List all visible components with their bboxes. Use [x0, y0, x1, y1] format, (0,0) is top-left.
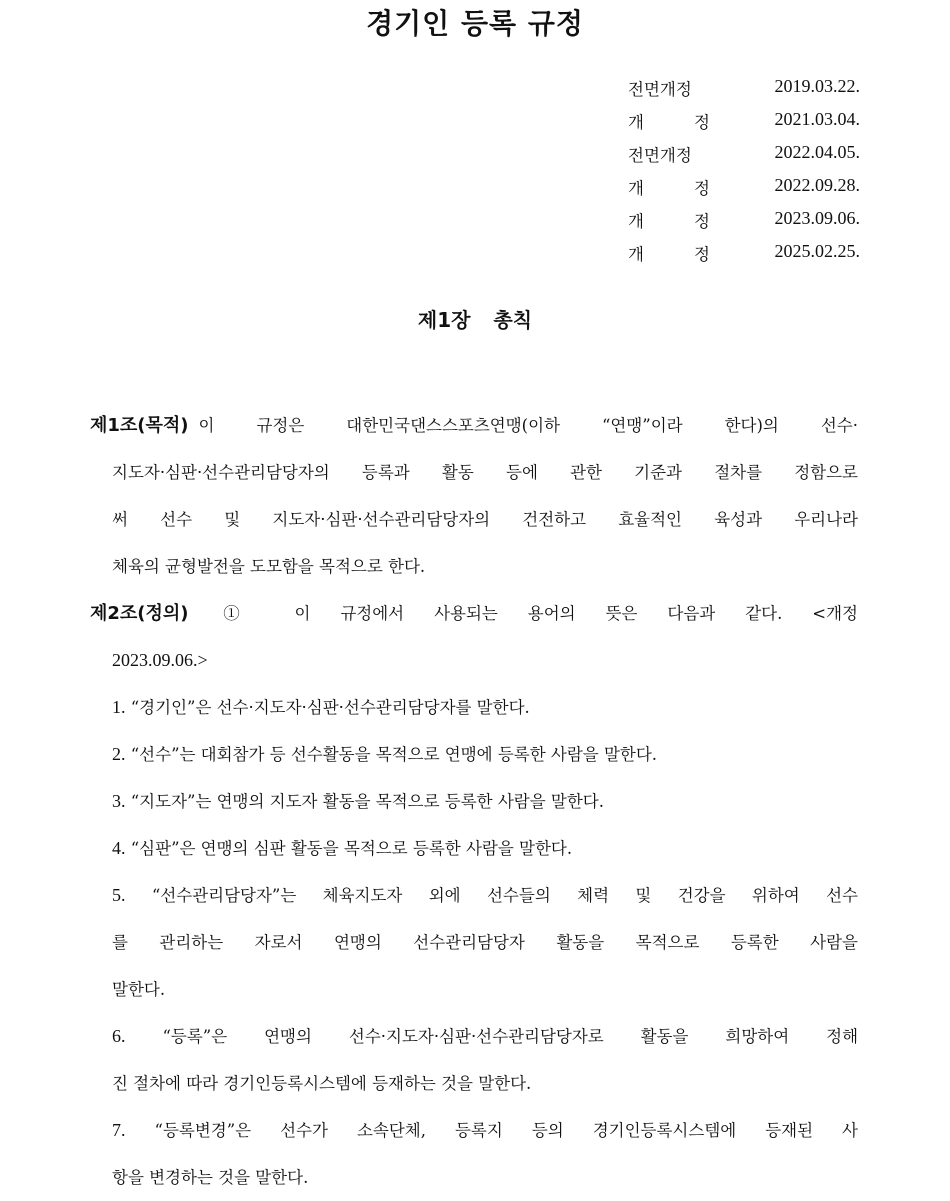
revision-date: 2021.03.04. [774, 109, 860, 129]
article-1-line-3: 써 선수 및 지도자·심판·선수관리담당자의 건전하고 효율적인 육성과 우리나라 [112, 510, 858, 529]
revision-row [628, 105, 860, 138]
revision-label: 개 정 [628, 212, 710, 231]
definition-item-7 [112, 1107, 858, 1201]
item-number: 4. [112, 838, 126, 858]
item-text: “등록”은 연맹의 선수·지도자·심판·선수관리담당자로 활동을 희망하여 정해 [162, 1027, 859, 1046]
revision-label: 개 정 [628, 113, 710, 132]
definition-item-5 [112, 872, 858, 1013]
revision-date: 2025.02.25. [774, 241, 860, 261]
revision-history [628, 72, 860, 270]
item-number: 7. [112, 1120, 126, 1140]
article-2-text: ① 이 규정에서 사용되는 용어의 뜻은 다음과 같다. <개정 [198, 604, 858, 623]
revision-date: 2022.09.28. [774, 175, 860, 195]
article-2 [90, 590, 858, 684]
definition-item-2 [112, 731, 858, 778]
revision-label: 개 정 [628, 179, 710, 198]
item-number: 1. [112, 697, 126, 717]
item-text-cont: 진 절차에 따라 경기인등록시스템에 등재하는 것을 말한다. [112, 1074, 532, 1093]
item-text-cont: 항을 변경하는 것을 말한다. [112, 1168, 309, 1187]
revision-row [628, 171, 860, 204]
item-number: 6. [112, 1026, 126, 1046]
definition-item-6 [112, 1013, 858, 1107]
revision-row [628, 138, 860, 171]
article-2-line-1 [90, 590, 858, 637]
definition-item-1 [112, 684, 858, 731]
article-1-line-1 [90, 402, 858, 449]
item-text: “지도자”는 연맹의 지도자 활동을 목적으로 등록한 사람을 말한다. [130, 792, 604, 811]
revision-date: 2019.03.22. [774, 76, 860, 96]
revision-label: 전면개정 [628, 80, 692, 99]
chapter-title: 제1장 총칙 [417, 308, 533, 332]
item-number: 5. [112, 885, 126, 905]
item-text-cont: 말한다. [112, 980, 166, 999]
item-number: 3. [112, 791, 126, 811]
item-number: 2. [112, 744, 126, 764]
article-1-line-4: 체육의 균형발전을 도모함을 목적으로 한다. [112, 557, 426, 576]
definition-item-3 [112, 778, 858, 825]
revision-row [628, 72, 860, 105]
revision-row [628, 204, 860, 237]
item-text: “심판”은 연맹의 심판 활동을 목적으로 등록한 사람을 말한다. [130, 839, 573, 858]
document-title: 경기인 등록 규정 [366, 7, 584, 40]
revision-date: 2022.04.05. [774, 142, 860, 162]
revision-label: 전면개정 [628, 146, 692, 165]
item-text: “경기인”은 선수·지도자·심판·선수관리담당자를 말한다. [130, 698, 530, 717]
article-2-line-2: 2023.09.06.> [112, 650, 208, 670]
article-1-text: 이 규정은 대한민국댄스스포츠연맹(이하 “연맹”이라 한다)의 선수· [198, 416, 858, 435]
revision-row [628, 237, 860, 270]
revision-date: 2023.09.06. [774, 208, 860, 228]
article-1-title: 제1조(목적) [90, 415, 189, 436]
article-1 [90, 402, 858, 590]
item-text: “선수”는 대회참가 등 선수활동을 목적으로 연맹에 등록한 사람을 말한다. [130, 745, 658, 764]
article-2-title: 제2조(정의) [90, 603, 189, 624]
item-text: “등록변경”은 선수가 소속단체, 등록지 등의 경기인등록시스템에 등재된 사 [154, 1121, 858, 1140]
article-1-line-2: 지도자·심판·선수관리담당자의 등록과 활동 등에 관한 기준과 절차를 정함으로 [112, 463, 858, 482]
revision-label: 개 정 [628, 245, 710, 264]
definition-item-4 [112, 825, 858, 872]
item-text: “선수관리담당자”는 체육지도자 외에 선수들의 체력 및 건강을 위하여 선수 [151, 886, 859, 905]
item-text-cont: 를 관리하는 자로서 연맹의 선수관리담당자 활동을 목적으로 등록한 사람을 [112, 933, 858, 952]
